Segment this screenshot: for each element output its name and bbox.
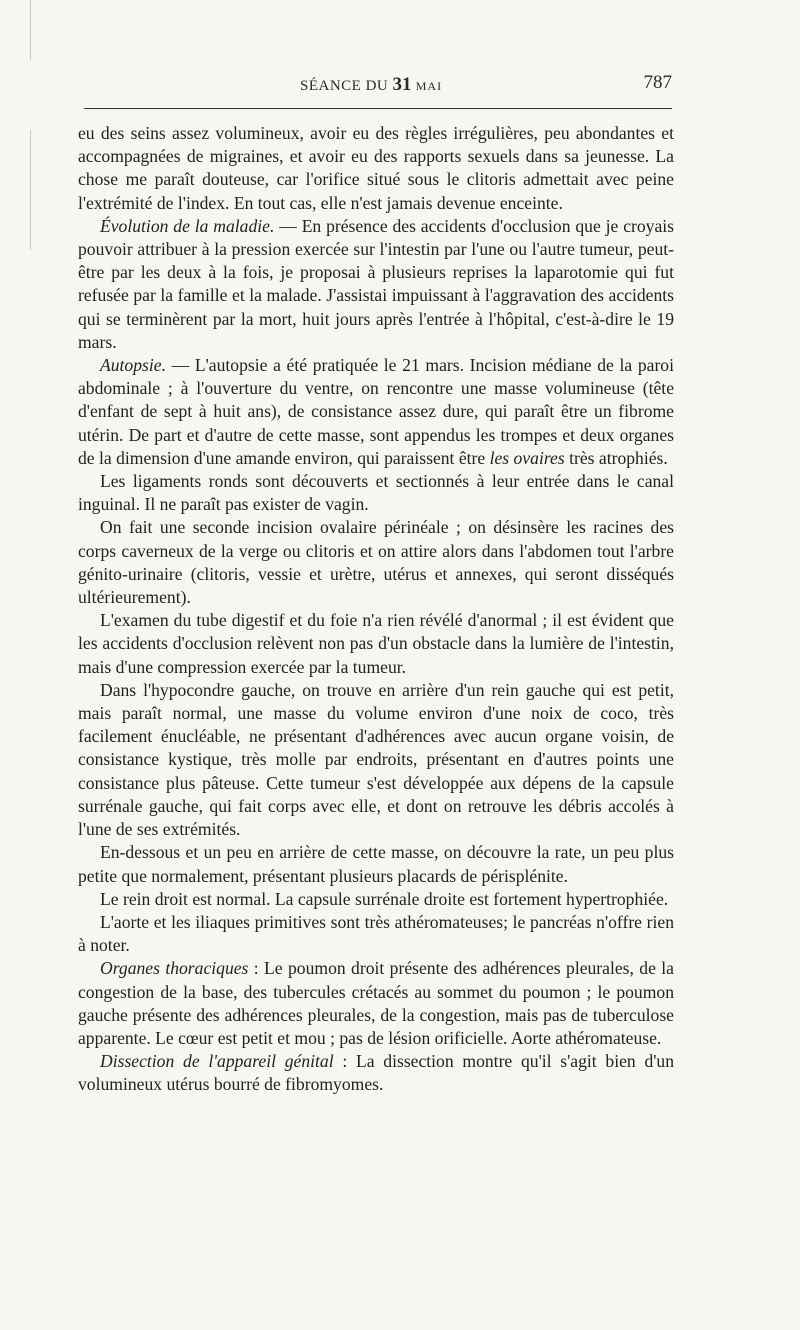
running-head bbox=[300, 74, 442, 96]
running-head-month: MAI bbox=[415, 79, 443, 93]
paragraph bbox=[78, 215, 674, 354]
section-lead: Autopsie. bbox=[100, 355, 166, 376]
paragraph-text: — L'autopsie a été pratiquée le 21 mars. Incision médiane de la paroi abdominale ; à l'ouverture du ventre, on rencontre une masse volumineuse (tête d'enfant de sept à huit ans), de consistance assez dure, qui paraît être un fibrome utérin. De part et d'autre de cette masse, sont appendus les trompes et deux organes de la dimension d'une amande environ, qui paraissent être bbox=[78, 355, 674, 468]
paragraph-text: En-dessous et un peu en arrière de cette masse, on découvre la rate, un peu plus petite que normalement, présentant plusieurs placards de périsplénite. bbox=[78, 842, 674, 886]
paragraph-text: — En présence des accidents d'occlusion que je croyais pouvoir attribuer à la pression exercée sur l'intestin par l'une ou l'autre tumeur, peut-être par les deux à la fois, je proposai à plusieurs reprises la laparotomie qui fut refusée par la famille et la malade. J'assistai impuissant à l'aggravation des accidents qui se terminèrent par la mort, huit jours après l'entrée à l'hôpital, c'est-à-dire le 19 mars. bbox=[78, 215, 674, 352]
paragraph bbox=[78, 957, 674, 1050]
paragraph-text: Le rein droit est normal. La capsule surrénale droite est fortement hypertrophiée. bbox=[100, 888, 669, 909]
paragraph bbox=[78, 679, 674, 841]
paragraph bbox=[78, 911, 674, 957]
paragraph-text: On fait une seconde incision ovalaire périnéale ; on désinsère les racines des corps caverneux de la verge ou clitoris et on attire alors dans l'abdomen tout l'arbre génito-urinaire (clitoris, vessie et urètre, utérus et annexes, qui seront disséqués ultérieurement). bbox=[78, 517, 674, 608]
paragraph-text: L'aorte et les iliaques primitives sont très athéromateuses; le pancréas n'offre rien à noter. bbox=[78, 911, 674, 956]
page-number: 787 bbox=[643, 72, 672, 93]
section-lead: Évolution de la maladie. bbox=[100, 215, 275, 236]
paragraph bbox=[78, 354, 674, 470]
body-text bbox=[78, 122, 674, 1097]
paragraph bbox=[78, 841, 674, 887]
paragraph bbox=[78, 122, 674, 215]
page-header bbox=[300, 72, 672, 98]
page-edge-mark bbox=[30, 130, 31, 250]
paragraph-text-tail: très atrophiés. bbox=[564, 447, 668, 468]
page-edge-mark bbox=[30, 0, 31, 60]
paragraph-text: Dans l'hypocondre gauche, on trouve en arrière d'un rein gauche qui est petit, mais paraît normal, une masse du volume environ d'une noix de coco, très facilement énucléable, ne présentant d'adhérences avec aucun organe voisin, de consistance kystique, très molle par endroits, présentant en d'autres points une consistance plus pâteuse. Cette tumeur s'est développée aux dépens de la capsule surrénale gauche, qui fait corps avec elle, et dont on retrouve les débris accolés à l'une de ses extrémités. bbox=[78, 679, 674, 840]
paragraph bbox=[78, 470, 674, 516]
paragraph bbox=[78, 1050, 674, 1096]
section-lead: Organes thoraciques bbox=[100, 958, 249, 979]
paragraph-text: eu des seins assez volumineux, avoir eu des règles irrégulières, peu abondantes et accompagnées de migraines, et avoir eu des rapports sexuels dans sa jeunesse. La chose me paraît douteuse, car l'orifice situé sous le clitoris admettait avec peine l'extrémité de l'index. En tout cas, elle n'est jamais devenue enceinte. bbox=[78, 123, 674, 213]
running-head-day: 31 bbox=[392, 74, 412, 95]
paragraph bbox=[78, 516, 674, 609]
paragraph-text: Les ligaments ronds sont découverts et sectionnés à leur entrée dans le canal inguinal. Il ne paraît pas exister de vagin. bbox=[78, 471, 674, 515]
inline-italic: les ovaires bbox=[489, 447, 565, 468]
paragraph-text: L'examen du tube digestif et du foie n'a rien révélé d'anormal ; il est évident que les accidents d'occlusion relèvent non pas d'un obstacle dans la lumière de l'intestin, mais d'une compression exercée par la tumeur. bbox=[78, 610, 674, 677]
paragraph-text: : La dissection montre qu'il s'agit bien d'un volumineux utérus bourré de fibromyomes. bbox=[78, 1051, 675, 1095]
paragraph bbox=[78, 609, 674, 679]
section-lead: Dissection de l'appareil génital bbox=[100, 1051, 334, 1072]
running-head-text: SÉANCE DU bbox=[300, 78, 389, 94]
paragraph bbox=[78, 888, 674, 911]
paragraph-text: : Le poumon droit présente des adhérences pleurales, de la congestion de la base, des tubercules crétacés au sommet du poumon ; le poumon gauche présente des adhérences pleurales, de la congestion, mais pas de tuberculose apparente. Le cœur est petit et mou ; pas de lésion orificielle. Aorte athéromateuse. bbox=[78, 958, 674, 1048]
header-rule bbox=[84, 108, 672, 109]
